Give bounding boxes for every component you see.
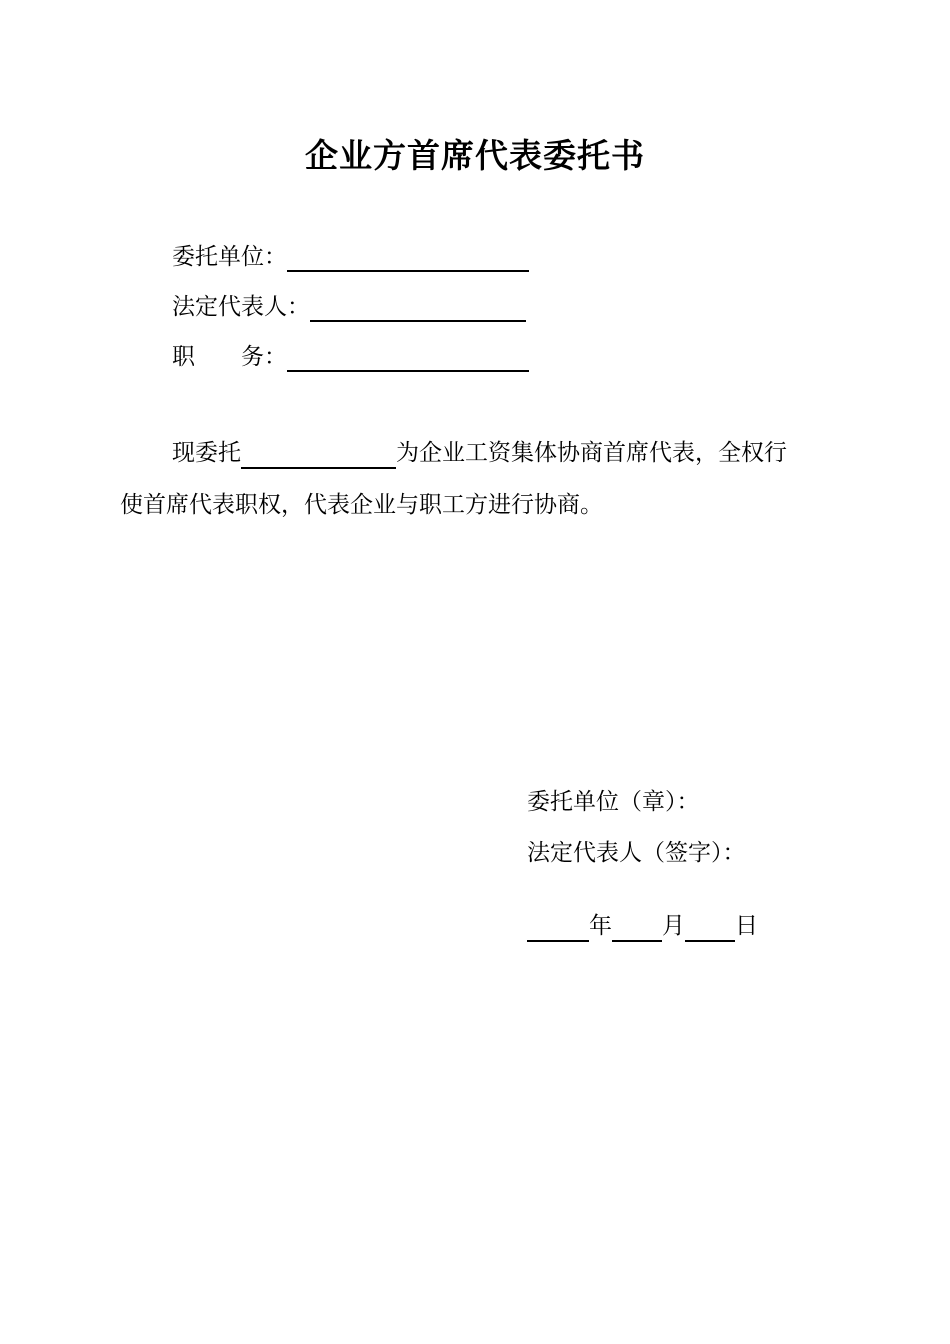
date-row	[527, 910, 758, 942]
unit-seal-label: 委托单位（章）：	[527, 789, 700, 815]
entrusting-unit-field	[172, 238, 529, 272]
month-blank[interactable]	[612, 916, 662, 942]
body-line-1-prefix: 现委托	[172, 440, 241, 466]
legal-rep-field	[172, 288, 526, 322]
body-line-1-suffix: 为企业工资集体协商首席代表，全权行	[396, 440, 787, 466]
entrusting-unit-blank[interactable]	[287, 244, 529, 272]
year-label: 年	[589, 913, 612, 939]
delegate-name-blank[interactable]	[241, 443, 396, 469]
document-title: 企业方首席代表委托书	[305, 136, 645, 175]
body-line-2: 使首席代表职权，代表企业与职工方进行协商。	[120, 492, 603, 518]
year-blank[interactable]	[527, 916, 589, 942]
legal-rep-label: 法定代表人：	[172, 294, 310, 320]
body-line-1	[172, 437, 787, 469]
entrusting-unit-label: 委托单位：	[172, 244, 287, 270]
legal-rep-blank[interactable]	[310, 294, 526, 322]
day-blank[interactable]	[685, 916, 735, 942]
position-blank[interactable]	[287, 344, 529, 372]
legal-rep-signature-label: 法定代表人（签字）：	[527, 840, 746, 866]
day-label: 日	[735, 913, 758, 939]
position-field	[172, 338, 529, 372]
month-label: 月	[662, 913, 685, 939]
position-label: 职 务：	[172, 344, 287, 370]
